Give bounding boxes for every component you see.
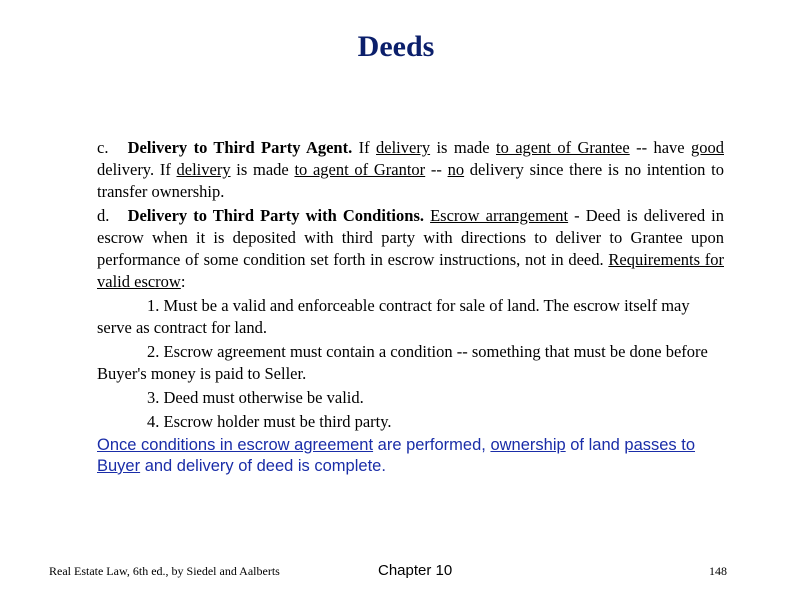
heading-d: Delivery to Third Party with Conditions.	[127, 206, 424, 225]
underlined-text: Once conditions in escrow agreement	[97, 436, 374, 454]
text: is made	[430, 138, 496, 157]
text: delivery. If	[97, 160, 177, 179]
underlined-text: Escrow arrangement	[430, 206, 569, 225]
heading-c: Delivery to Third Party Agent.	[127, 138, 353, 157]
conclusion-paragraph	[97, 435, 724, 477]
underlined-text: passes to Buyer	[97, 436, 696, 475]
underlined-text: Requirements for valid escrow	[97, 250, 724, 291]
footer-chapter: Chapter 10	[378, 562, 453, 579]
text: is made	[230, 160, 295, 179]
underlined-text: delivery	[376, 138, 431, 157]
slide-body	[97, 137, 724, 479]
requirement-2: 2. Escrow agreement must contain a condition -- something that must be done before Buyer's money is paid to Seller.	[97, 342, 708, 383]
label-c: c.	[97, 138, 109, 157]
underlined-text: to agent of Grantor	[294, 160, 426, 179]
text: and delivery of deed is complete.	[140, 457, 386, 475]
text: If	[352, 138, 377, 157]
underlined-text: delivery	[176, 160, 231, 179]
text: --	[425, 160, 448, 179]
text: :	[180, 272, 186, 291]
text: of land	[565, 436, 625, 454]
paragraph-c	[97, 137, 724, 203]
underlined-text: no	[447, 160, 465, 179]
requirement-1: 1. Must be a valid and enforceable contract for sale of land. The escrow itself may serve as contract for land.	[97, 296, 690, 337]
text: -- have	[629, 138, 691, 157]
text: delivery since there is no intention to transfer ownership.	[97, 160, 724, 201]
requirement-4: 4. Escrow holder must be third party.	[147, 412, 392, 431]
footer-source: Real Estate Law, 6th ed., by Siedel and Aalberts	[49, 564, 280, 578]
slide-title: Deeds	[357, 30, 435, 63]
requirement-3: 3. Deed must otherwise be valid.	[147, 388, 364, 407]
footer-page-number: 148	[709, 564, 727, 578]
text: - Deed is delivered in escrow when it is deposited with third party with directions to deliver to Grantee upon performance of some condition set forth in escrow instructions, not in deed.	[97, 206, 725, 269]
underlined-text: to agent of Grantee	[495, 138, 630, 157]
label-d: d.	[97, 206, 110, 225]
underlined-text: ownership	[490, 436, 566, 454]
text: are performed,	[373, 436, 491, 454]
underlined-text: good	[691, 138, 724, 157]
paragraph-d	[97, 205, 724, 293]
